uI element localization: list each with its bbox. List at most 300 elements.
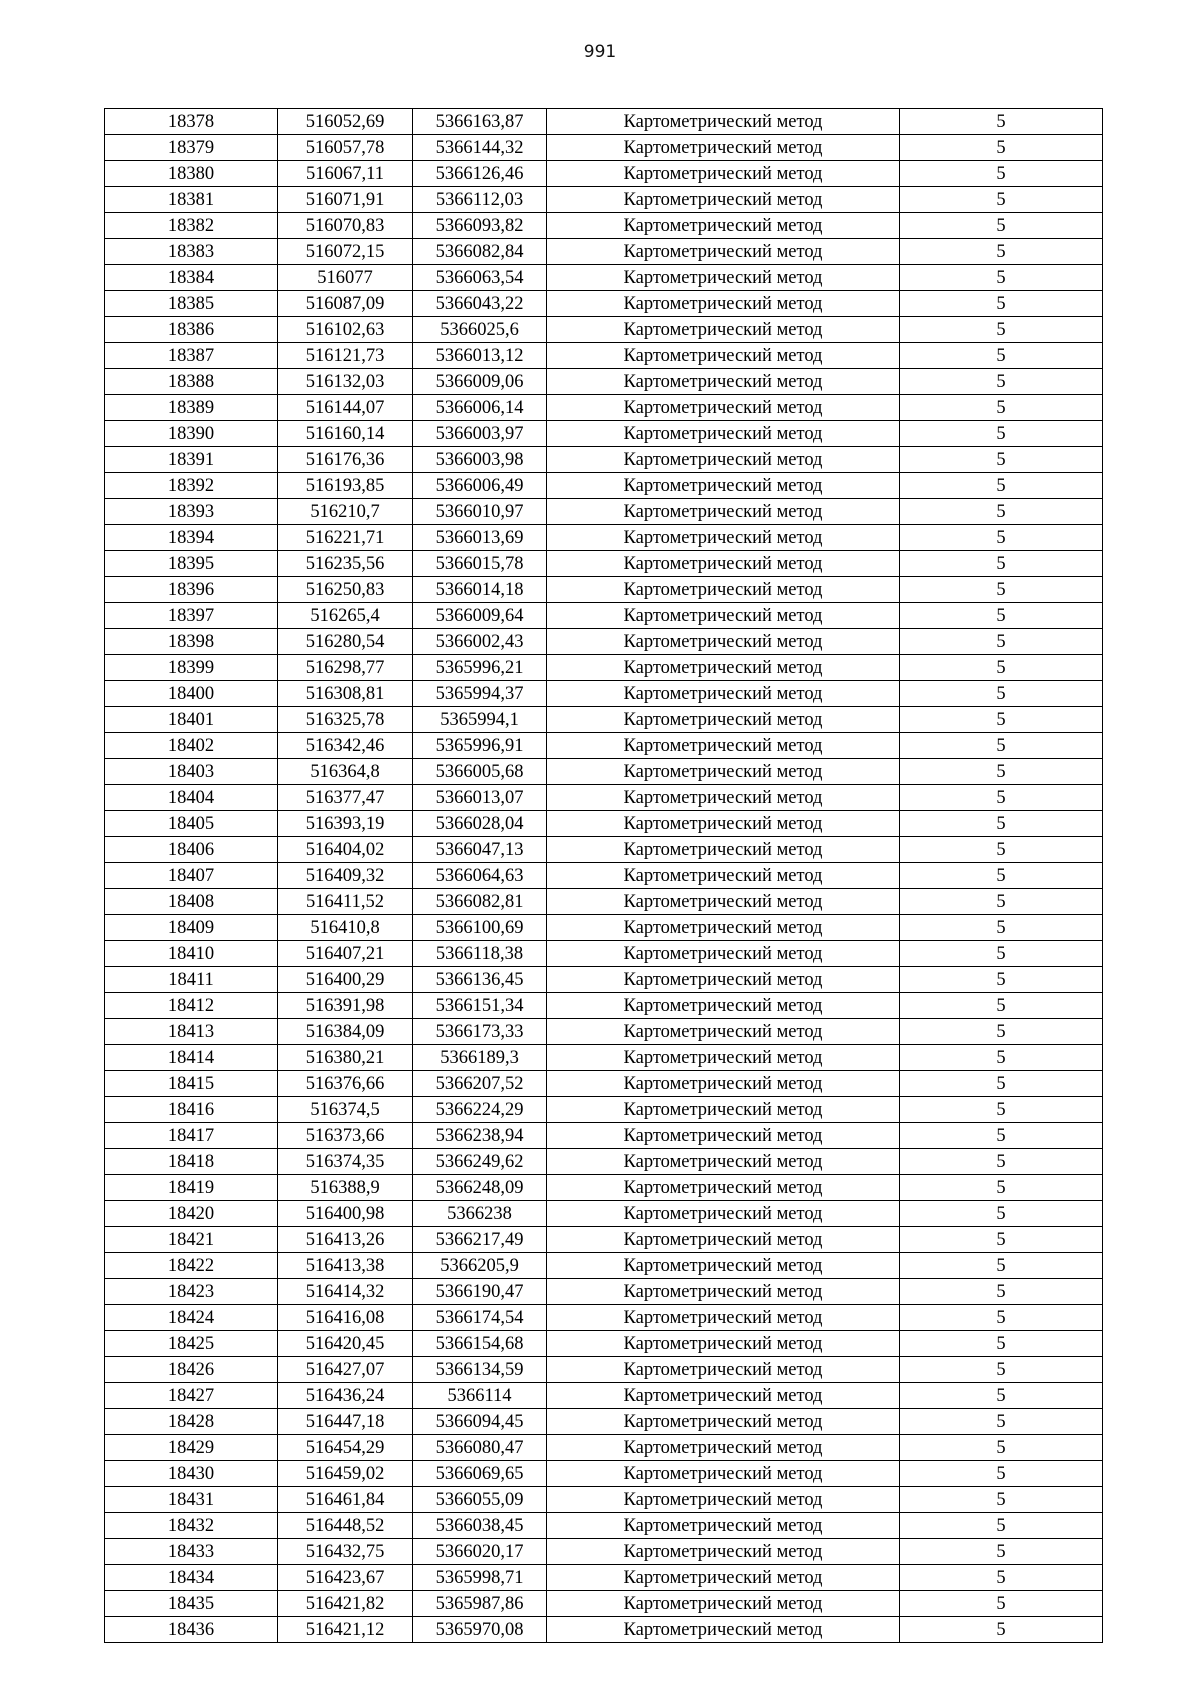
point-number-cell: 18394 [105,525,278,551]
table-row [105,525,1103,551]
accuracy-cell: 5 [900,317,1103,343]
x-coordinate-cell: 516410,8 [278,915,413,941]
y-coordinate-cell: 5366190,47 [413,1279,547,1305]
point-number-cell: 18421 [105,1227,278,1253]
table-row [105,863,1103,889]
method-cell: Картометрический метод [547,265,900,291]
point-number-cell: 18395 [105,551,278,577]
table-row [105,993,1103,1019]
method-cell: Картометрический метод [547,1019,900,1045]
y-coordinate-cell: 5366020,17 [413,1539,547,1565]
y-coordinate-cell: 5366003,97 [413,421,547,447]
point-number-cell: 18385 [105,291,278,317]
method-cell: Картометрический метод [547,1487,900,1513]
point-number-cell: 18417 [105,1123,278,1149]
x-coordinate-cell: 516071,91 [278,187,413,213]
method-cell: Картометрический метод [547,369,900,395]
point-number-cell: 18412 [105,993,278,1019]
y-coordinate-cell: 5366014,18 [413,577,547,603]
accuracy-cell: 5 [900,1409,1103,1435]
y-coordinate-cell: 5366082,81 [413,889,547,915]
point-number-cell: 18398 [105,629,278,655]
point-number-cell: 18425 [105,1331,278,1357]
accuracy-cell: 5 [900,447,1103,473]
method-cell: Картометрический метод [547,1253,900,1279]
method-cell: Картометрический метод [547,681,900,707]
accuracy-cell: 5 [900,265,1103,291]
method-cell: Картометрический метод [547,785,900,811]
method-cell: Картометрический метод [547,135,900,161]
accuracy-cell: 5 [900,603,1103,629]
table-row [105,213,1103,239]
table-row [105,655,1103,681]
y-coordinate-cell: 5366094,45 [413,1409,547,1435]
method-cell: Картометрический метод [547,889,900,915]
x-coordinate-cell: 516423,67 [278,1565,413,1591]
table-row [105,837,1103,863]
method-cell: Картометрический метод [547,707,900,733]
accuracy-cell: 5 [900,161,1103,187]
accuracy-cell: 5 [900,187,1103,213]
y-coordinate-cell: 5365996,21 [413,655,547,681]
method-cell: Картометрический метод [547,1227,900,1253]
accuracy-cell: 5 [900,863,1103,889]
point-number-cell: 18419 [105,1175,278,1201]
accuracy-cell: 5 [900,1383,1103,1409]
table-row [105,1305,1103,1331]
accuracy-cell: 5 [900,577,1103,603]
point-number-cell: 18381 [105,187,278,213]
accuracy-cell: 5 [900,1435,1103,1461]
method-cell: Картометрический метод [547,733,900,759]
accuracy-cell: 5 [900,1565,1103,1591]
method-cell: Картометрический метод [547,1539,900,1565]
method-cell: Картометрический метод [547,551,900,577]
point-number-cell: 18422 [105,1253,278,1279]
method-cell: Картометрический метод [547,629,900,655]
y-coordinate-cell: 5366238 [413,1201,547,1227]
table-row [105,1279,1103,1305]
x-coordinate-cell: 516265,4 [278,603,413,629]
point-number-cell: 18433 [105,1539,278,1565]
y-coordinate-cell: 5366238,94 [413,1123,547,1149]
x-coordinate-cell: 516377,47 [278,785,413,811]
method-cell: Картометрический метод [547,1331,900,1357]
method-cell: Картометрический метод [547,1435,900,1461]
y-coordinate-cell: 5366055,09 [413,1487,547,1513]
accuracy-cell: 5 [900,1045,1103,1071]
x-coordinate-cell: 516409,32 [278,863,413,889]
method-cell: Картометрический метод [547,343,900,369]
x-coordinate-cell: 516420,45 [278,1331,413,1357]
method-cell: Картометрический метод [547,1409,900,1435]
accuracy-cell: 5 [900,1539,1103,1565]
y-coordinate-cell: 5366025,6 [413,317,547,343]
method-cell: Картометрический метод [547,395,900,421]
y-coordinate-cell: 5366136,45 [413,967,547,993]
x-coordinate-cell: 516235,56 [278,551,413,577]
point-number-cell: 18378 [105,109,278,135]
accuracy-cell: 5 [900,291,1103,317]
x-coordinate-cell: 516087,09 [278,291,413,317]
point-number-cell: 18431 [105,1487,278,1513]
table-row [105,577,1103,603]
point-number-cell: 18382 [105,213,278,239]
x-coordinate-cell: 516072,15 [278,239,413,265]
y-coordinate-cell: 5366224,29 [413,1097,547,1123]
point-number-cell: 18426 [105,1357,278,1383]
x-coordinate-cell: 516160,14 [278,421,413,447]
method-cell: Картометрический метод [547,473,900,499]
y-coordinate-cell: 5366126,46 [413,161,547,187]
x-coordinate-cell: 516391,98 [278,993,413,1019]
x-coordinate-cell: 516404,02 [278,837,413,863]
y-coordinate-cell: 5366080,47 [413,1435,547,1461]
method-cell: Картометрический метод [547,1045,900,1071]
accuracy-cell: 5 [900,967,1103,993]
point-number-cell: 18396 [105,577,278,603]
table-row [105,681,1103,707]
table-row [105,265,1103,291]
accuracy-cell: 5 [900,993,1103,1019]
x-coordinate-cell: 516121,73 [278,343,413,369]
method-cell: Картометрический метод [547,577,900,603]
point-number-cell: 18410 [105,941,278,967]
x-coordinate-cell: 516413,38 [278,1253,413,1279]
y-coordinate-cell: 5366112,03 [413,187,547,213]
y-coordinate-cell: 5366217,49 [413,1227,547,1253]
y-coordinate-cell: 5366151,34 [413,993,547,1019]
method-cell: Картометрический метод [547,213,900,239]
y-coordinate-cell: 5366013,12 [413,343,547,369]
accuracy-cell: 5 [900,1513,1103,1539]
point-number-cell: 18430 [105,1461,278,1487]
y-coordinate-cell: 5366207,52 [413,1071,547,1097]
accuracy-cell: 5 [900,915,1103,941]
accuracy-cell: 5 [900,239,1103,265]
x-coordinate-cell: 516132,03 [278,369,413,395]
accuracy-cell: 5 [900,395,1103,421]
point-number-cell: 18416 [105,1097,278,1123]
x-coordinate-cell: 516077 [278,265,413,291]
accuracy-cell: 5 [900,759,1103,785]
method-cell: Картометрический метод [547,499,900,525]
y-coordinate-cell: 5366015,78 [413,551,547,577]
table-row [105,1331,1103,1357]
table-row [105,109,1103,135]
y-coordinate-cell: 5366013,07 [413,785,547,811]
method-cell: Картометрический метод [547,1201,900,1227]
method-cell: Картометрический метод [547,1513,900,1539]
method-cell: Картометрический метод [547,1617,900,1643]
x-coordinate-cell: 516393,19 [278,811,413,837]
table-row [105,1019,1103,1045]
method-cell: Картометрический метод [547,1097,900,1123]
y-coordinate-cell: 5366174,54 [413,1305,547,1331]
table-row [105,343,1103,369]
method-cell: Картометрический метод [547,1461,900,1487]
point-number-cell: 18399 [105,655,278,681]
table-row [105,811,1103,837]
y-coordinate-cell: 5366144,32 [413,135,547,161]
point-number-cell: 18418 [105,1149,278,1175]
y-coordinate-cell: 5366163,87 [413,109,547,135]
table-row [105,941,1103,967]
table-row [105,395,1103,421]
point-number-cell: 18401 [105,707,278,733]
y-coordinate-cell: 5366248,09 [413,1175,547,1201]
point-number-cell: 18387 [105,343,278,369]
coordinates-table [104,108,1103,1643]
x-coordinate-cell: 516448,52 [278,1513,413,1539]
accuracy-cell: 5 [900,213,1103,239]
x-coordinate-cell: 516298,77 [278,655,413,681]
coordinates-table-body [105,109,1103,1643]
x-coordinate-cell: 516193,85 [278,473,413,499]
point-number-cell: 18397 [105,603,278,629]
x-coordinate-cell: 516427,07 [278,1357,413,1383]
point-number-cell: 18392 [105,473,278,499]
y-coordinate-cell: 5366064,63 [413,863,547,889]
point-number-cell: 18393 [105,499,278,525]
accuracy-cell: 5 [900,1617,1103,1643]
method-cell: Картометрический метод [547,1357,900,1383]
accuracy-cell: 5 [900,1123,1103,1149]
x-coordinate-cell: 516280,54 [278,629,413,655]
accuracy-cell: 5 [900,369,1103,395]
x-coordinate-cell: 516384,09 [278,1019,413,1045]
table-row [105,499,1103,525]
table-row [105,1175,1103,1201]
y-coordinate-cell: 5365987,86 [413,1591,547,1617]
x-coordinate-cell: 516308,81 [278,681,413,707]
accuracy-cell: 5 [900,473,1103,499]
x-coordinate-cell: 516070,83 [278,213,413,239]
method-cell: Картометрический метод [547,837,900,863]
point-number-cell: 18391 [105,447,278,473]
accuracy-cell: 5 [900,1227,1103,1253]
accuracy-cell: 5 [900,1201,1103,1227]
accuracy-cell: 5 [900,525,1103,551]
table-row [105,785,1103,811]
table-row [105,1253,1103,1279]
accuracy-cell: 5 [900,1071,1103,1097]
page-number: 991 [583,42,617,62]
table-row [105,291,1103,317]
x-coordinate-cell: 516374,35 [278,1149,413,1175]
x-coordinate-cell: 516250,83 [278,577,413,603]
point-number-cell: 18411 [105,967,278,993]
method-cell: Картометрический метод [547,187,900,213]
accuracy-cell: 5 [900,135,1103,161]
x-coordinate-cell: 516052,69 [278,109,413,135]
point-number-cell: 18409 [105,915,278,941]
point-number-cell: 18400 [105,681,278,707]
x-coordinate-cell: 516421,82 [278,1591,413,1617]
table-row [105,551,1103,577]
method-cell: Картометрический метод [547,993,900,1019]
x-coordinate-cell: 516210,7 [278,499,413,525]
y-coordinate-cell: 5366173,33 [413,1019,547,1045]
x-coordinate-cell: 516144,07 [278,395,413,421]
x-coordinate-cell: 516102,63 [278,317,413,343]
accuracy-cell: 5 [900,1175,1103,1201]
method-cell: Картометрический метод [547,603,900,629]
y-coordinate-cell: 5366006,49 [413,473,547,499]
method-cell: Картометрический метод [547,291,900,317]
y-coordinate-cell: 5366047,13 [413,837,547,863]
x-coordinate-cell: 516432,75 [278,1539,413,1565]
table-row [105,1487,1103,1513]
x-coordinate-cell: 516447,18 [278,1409,413,1435]
method-cell: Картометрический метод [547,109,900,135]
accuracy-cell: 5 [900,343,1103,369]
table-row [105,161,1103,187]
accuracy-cell: 5 [900,1591,1103,1617]
method-cell: Картометрический метод [547,915,900,941]
table-row [105,603,1103,629]
method-cell: Картометрический метод [547,421,900,447]
y-coordinate-cell: 5366013,69 [413,525,547,551]
y-coordinate-cell: 5366009,06 [413,369,547,395]
x-coordinate-cell: 516373,66 [278,1123,413,1149]
x-coordinate-cell: 516325,78 [278,707,413,733]
method-cell: Картометрический метод [547,1305,900,1331]
table-row [105,447,1103,473]
y-coordinate-cell: 5365970,08 [413,1617,547,1643]
y-coordinate-cell: 5366010,97 [413,499,547,525]
table-row [105,187,1103,213]
accuracy-cell: 5 [900,655,1103,681]
point-number-cell: 18405 [105,811,278,837]
accuracy-cell: 5 [900,1487,1103,1513]
point-number-cell: 18427 [105,1383,278,1409]
accuracy-cell: 5 [900,1357,1103,1383]
x-coordinate-cell: 516364,8 [278,759,413,785]
table-row [105,915,1103,941]
x-coordinate-cell: 516454,29 [278,1435,413,1461]
accuracy-cell: 5 [900,889,1103,915]
x-coordinate-cell: 516400,98 [278,1201,413,1227]
table-row [105,759,1103,785]
y-coordinate-cell: 5366189,3 [413,1045,547,1071]
y-coordinate-cell: 5366093,82 [413,213,547,239]
method-cell: Картометрический метод [547,967,900,993]
x-coordinate-cell: 516376,66 [278,1071,413,1097]
table-row [105,1227,1103,1253]
method-cell: Картометрический метод [547,759,900,785]
accuracy-cell: 5 [900,785,1103,811]
point-number-cell: 18388 [105,369,278,395]
y-coordinate-cell: 5366006,14 [413,395,547,421]
y-coordinate-cell: 5366100,69 [413,915,547,941]
method-cell: Картометрический метод [547,863,900,889]
x-coordinate-cell: 516400,29 [278,967,413,993]
method-cell: Картометрический метод [547,1279,900,1305]
accuracy-cell: 5 [900,811,1103,837]
point-number-cell: 18434 [105,1565,278,1591]
table-row [105,473,1103,499]
y-coordinate-cell: 5366114 [413,1383,547,1409]
table-row [105,1045,1103,1071]
table-row [105,1149,1103,1175]
x-coordinate-cell: 516057,78 [278,135,413,161]
x-coordinate-cell: 516407,21 [278,941,413,967]
x-coordinate-cell: 516436,24 [278,1383,413,1409]
table-row [105,1617,1103,1643]
point-number-cell: 18383 [105,239,278,265]
x-coordinate-cell: 516380,21 [278,1045,413,1071]
table-row [105,1097,1103,1123]
method-cell: Картометрический метод [547,317,900,343]
table-row [105,317,1103,343]
accuracy-cell: 5 [900,1253,1103,1279]
point-number-cell: 18408 [105,889,278,915]
accuracy-cell: 5 [900,941,1103,967]
accuracy-cell: 5 [900,109,1103,135]
method-cell: Картометрический метод [547,1071,900,1097]
accuracy-cell: 5 [900,733,1103,759]
table-row [105,1513,1103,1539]
y-coordinate-cell: 5366038,45 [413,1513,547,1539]
point-number-cell: 18413 [105,1019,278,1045]
accuracy-cell: 5 [900,1019,1103,1045]
y-coordinate-cell: 5366063,54 [413,265,547,291]
table-row [105,629,1103,655]
method-cell: Картометрический метод [547,941,900,967]
y-coordinate-cell: 5366002,43 [413,629,547,655]
method-cell: Картометрический метод [547,811,900,837]
point-number-cell: 18435 [105,1591,278,1617]
y-coordinate-cell: 5366082,84 [413,239,547,265]
point-number-cell: 18414 [105,1045,278,1071]
method-cell: Картометрический метод [547,1149,900,1175]
accuracy-cell: 5 [900,1279,1103,1305]
point-number-cell: 18390 [105,421,278,447]
accuracy-cell: 5 [900,1461,1103,1487]
point-number-cell: 18389 [105,395,278,421]
point-number-cell: 18407 [105,863,278,889]
table-row [105,1071,1103,1097]
accuracy-cell: 5 [900,1331,1103,1357]
x-coordinate-cell: 516067,11 [278,161,413,187]
method-cell: Картометрический метод [547,525,900,551]
x-coordinate-cell: 516414,32 [278,1279,413,1305]
y-coordinate-cell: 5365996,91 [413,733,547,759]
accuracy-cell: 5 [900,1097,1103,1123]
accuracy-cell: 5 [900,707,1103,733]
point-number-cell: 18415 [105,1071,278,1097]
point-number-cell: 18379 [105,135,278,161]
y-coordinate-cell: 5365998,71 [413,1565,547,1591]
table-row [105,1539,1103,1565]
point-number-cell: 18436 [105,1617,278,1643]
x-coordinate-cell: 516459,02 [278,1461,413,1487]
table-row [105,1123,1103,1149]
point-number-cell: 18429 [105,1435,278,1461]
method-cell: Картометрический метод [547,239,900,265]
method-cell: Картометрический метод [547,1383,900,1409]
point-number-cell: 18403 [105,759,278,785]
y-coordinate-cell: 5366003,98 [413,447,547,473]
table-row [105,1591,1103,1617]
table-row [105,1201,1103,1227]
y-coordinate-cell: 5366005,68 [413,759,547,785]
accuracy-cell: 5 [900,499,1103,525]
table-row [105,369,1103,395]
point-number-cell: 18384 [105,265,278,291]
table-row [105,135,1103,161]
